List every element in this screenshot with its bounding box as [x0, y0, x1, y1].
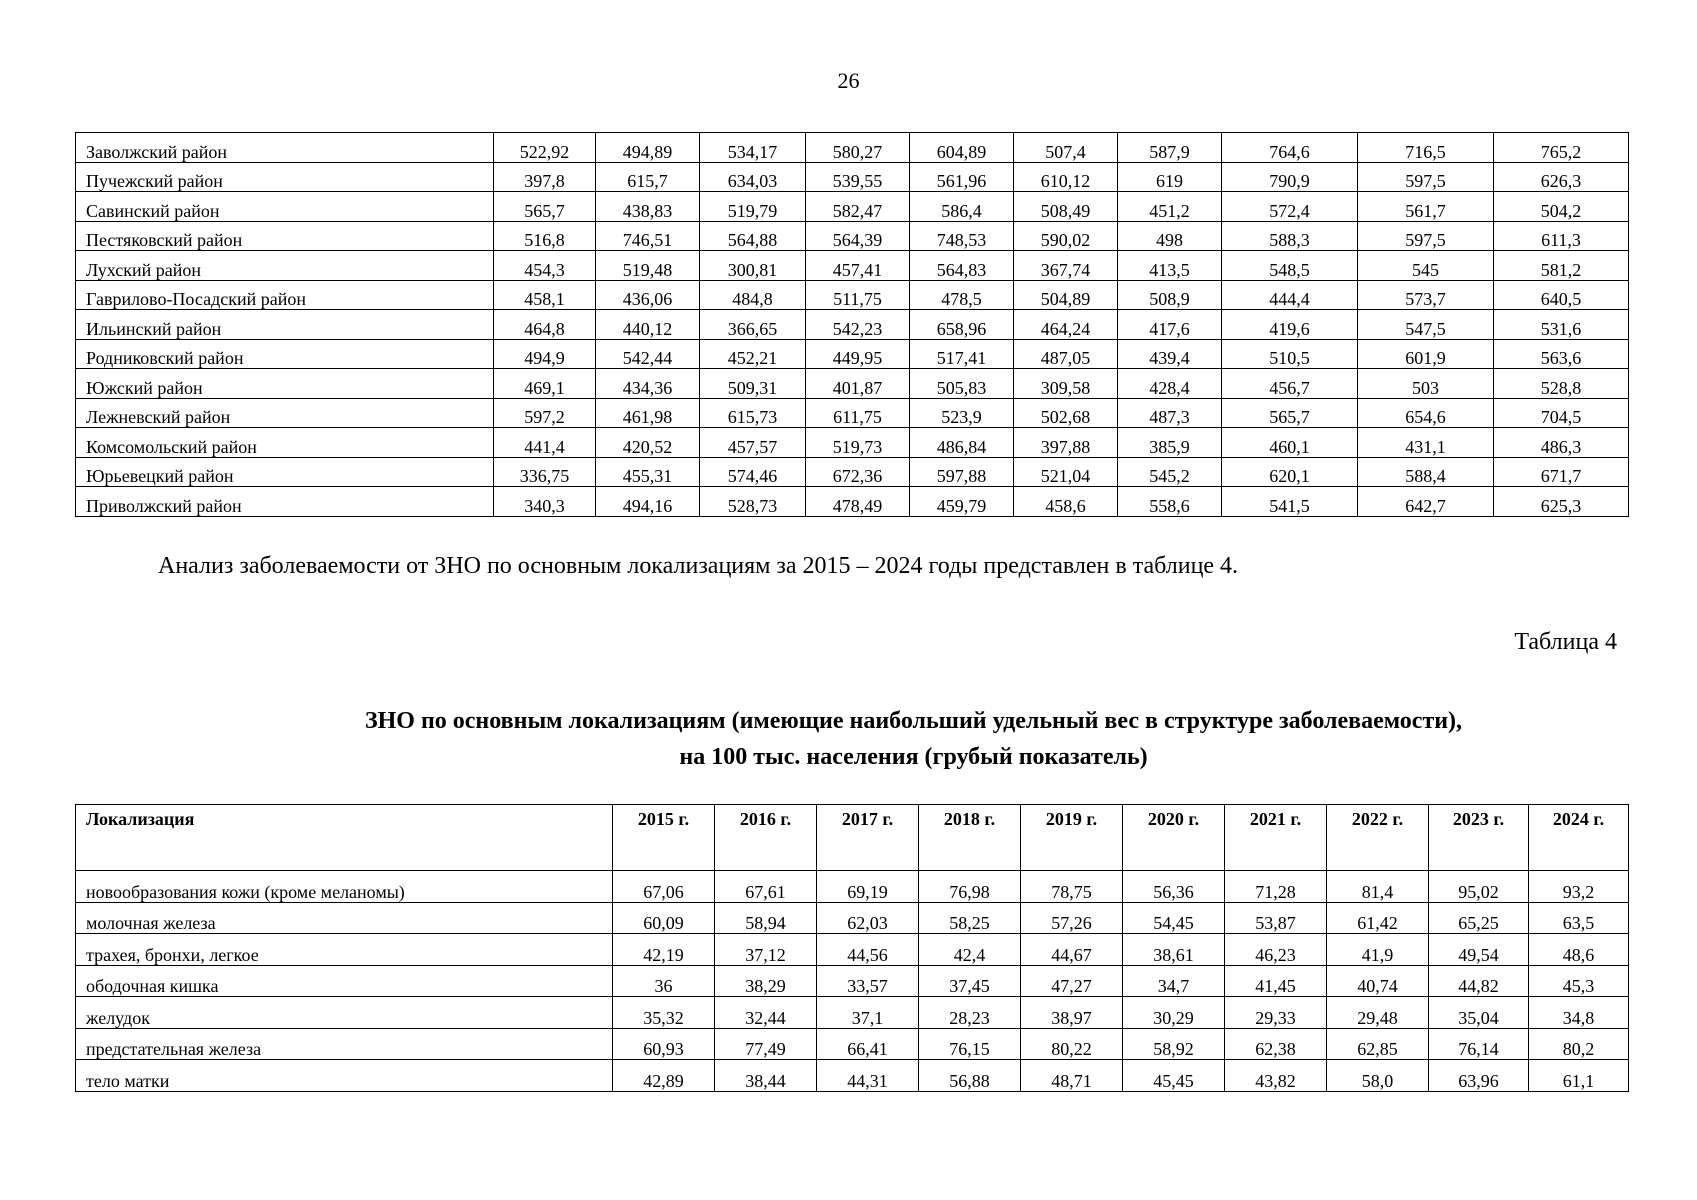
column-header-year: 2024 г. — [1529, 805, 1629, 871]
value-cell: 486,3 — [1494, 428, 1629, 458]
value-cell: 309,58 — [1014, 369, 1118, 399]
value-cell: 38,44 — [715, 1060, 817, 1092]
value-cell: 397,8 — [494, 162, 596, 192]
district-name-cell: Родниковский район — [76, 339, 494, 369]
value-cell: 419,6 — [1222, 310, 1358, 340]
district-name-cell: Ильинский район — [76, 310, 494, 340]
value-cell: 58,0 — [1327, 1060, 1429, 1092]
value-cell: 36 — [613, 965, 715, 997]
column-header-year: 2017 г. — [817, 805, 919, 871]
value-cell: 642,7 — [1358, 487, 1494, 517]
value-cell: 80,22 — [1021, 1028, 1123, 1060]
value-cell: 478,5 — [910, 280, 1014, 310]
analysis-paragraph: Анализ заболеваемости от ЗНО по основным локализациям за 2015 – 2024 годы представлен в таблице 4. — [158, 553, 1239, 579]
value-cell: 519,48 — [596, 251, 700, 281]
column-header-year: 2023 г. — [1429, 805, 1529, 871]
value-cell: 62,03 — [817, 902, 919, 934]
value-cell: 498 — [1118, 221, 1222, 251]
value-cell: 434,36 — [596, 369, 700, 399]
table-row — [76, 280, 1629, 310]
value-cell: 542,44 — [596, 339, 700, 369]
value-cell: 523,9 — [910, 398, 1014, 428]
value-cell: 300,81 — [700, 251, 806, 281]
value-cell: 503 — [1358, 369, 1494, 399]
value-cell: 385,9 — [1118, 428, 1222, 458]
value-cell: 545,2 — [1118, 457, 1222, 487]
value-cell: 601,9 — [1358, 339, 1494, 369]
value-cell: 464,8 — [494, 310, 596, 340]
value-cell: 456,7 — [1222, 369, 1358, 399]
value-cell: 534,17 — [700, 133, 806, 163]
value-cell: 508,9 — [1118, 280, 1222, 310]
value-cell: 56,36 — [1123, 871, 1225, 903]
value-cell: 417,6 — [1118, 310, 1222, 340]
value-cell: 519,79 — [700, 192, 806, 222]
table-row — [76, 221, 1629, 251]
column-header-year: 2018 г. — [919, 805, 1021, 871]
value-cell: 46,23 — [1225, 934, 1327, 966]
value-cell: 580,27 — [806, 133, 910, 163]
value-cell: 62,38 — [1225, 1028, 1327, 1060]
table-row — [76, 133, 1629, 163]
value-cell: 66,41 — [817, 1028, 919, 1060]
value-cell: 63,5 — [1529, 902, 1629, 934]
value-cell: 401,87 — [806, 369, 910, 399]
value-cell: 48,71 — [1021, 1060, 1123, 1092]
value-cell: 558,6 — [1118, 487, 1222, 517]
value-cell: 588,4 — [1358, 457, 1494, 487]
district-name-cell: Юрьевецкий район — [76, 457, 494, 487]
value-cell: 340,3 — [494, 487, 596, 517]
value-cell: 336,75 — [494, 457, 596, 487]
value-cell: 413,5 — [1118, 251, 1222, 281]
value-cell: 451,2 — [1118, 192, 1222, 222]
value-cell: 455,31 — [596, 457, 700, 487]
value-cell: 511,75 — [806, 280, 910, 310]
value-cell: 67,61 — [715, 871, 817, 903]
value-cell: 790,9 — [1222, 162, 1358, 192]
value-cell: 42,89 — [613, 1060, 715, 1092]
table-row — [76, 1060, 1629, 1092]
table-row — [76, 192, 1629, 222]
table-row — [76, 934, 1629, 966]
value-cell: 716,5 — [1358, 133, 1494, 163]
value-cell: 38,29 — [715, 965, 817, 997]
value-cell: 561,96 — [910, 162, 1014, 192]
value-cell: 625,3 — [1494, 487, 1629, 517]
value-cell: 81,4 — [1327, 871, 1429, 903]
value-cell: 494,89 — [596, 133, 700, 163]
value-cell: 47,27 — [1021, 965, 1123, 997]
value-cell: 367,74 — [1014, 251, 1118, 281]
table-label: Таблица 4 — [1514, 629, 1617, 655]
value-cell: 44,67 — [1021, 934, 1123, 966]
district-name-cell: Комсомольский район — [76, 428, 494, 458]
column-header-year: 2016 г. — [715, 805, 817, 871]
value-cell: 45,45 — [1123, 1060, 1225, 1092]
value-cell: 65,25 — [1429, 902, 1529, 934]
value-cell: 494,9 — [494, 339, 596, 369]
value-cell: 62,85 — [1327, 1028, 1429, 1060]
value-cell: 586,4 — [910, 192, 1014, 222]
value-cell: 458,6 — [1014, 487, 1118, 517]
localization-table — [75, 804, 1629, 1092]
localization-name-cell: трахея, бронхи, легкое — [76, 934, 613, 966]
value-cell: 37,1 — [817, 997, 919, 1029]
value-cell: 35,04 — [1429, 997, 1529, 1029]
localization-name-cell: тело матки — [76, 1060, 613, 1092]
value-cell: 34,7 — [1123, 965, 1225, 997]
value-cell: 573,7 — [1358, 280, 1494, 310]
value-cell: 29,33 — [1225, 997, 1327, 1029]
value-cell: 56,88 — [919, 1060, 1021, 1092]
value-cell: 522,92 — [494, 133, 596, 163]
value-cell: 41,9 — [1327, 934, 1429, 966]
value-cell: 45,3 — [1529, 965, 1629, 997]
value-cell: 484,8 — [700, 280, 806, 310]
table-row — [76, 487, 1629, 517]
value-cell: 69,19 — [817, 871, 919, 903]
value-cell: 78,75 — [1021, 871, 1123, 903]
localization-name-cell: желудок — [76, 997, 613, 1029]
column-header-year: 2020 г. — [1123, 805, 1225, 871]
value-cell: 564,83 — [910, 251, 1014, 281]
value-cell: 519,73 — [806, 428, 910, 458]
table-row — [76, 428, 1629, 458]
value-cell: 461,98 — [596, 398, 700, 428]
value-cell: 60,93 — [613, 1028, 715, 1060]
value-cell: 61,42 — [1327, 902, 1429, 934]
table-title-line-2: на 100 тыс. населения (грубый показатель) — [679, 744, 1148, 770]
value-cell: 33,57 — [817, 965, 919, 997]
value-cell: 634,03 — [700, 162, 806, 192]
district-name-cell: Савинский район — [76, 192, 494, 222]
value-cell: 464,24 — [1014, 310, 1118, 340]
district-name-cell: Заволжский район — [76, 133, 494, 163]
column-header-year: 2019 г. — [1021, 805, 1123, 871]
value-cell: 548,5 — [1222, 251, 1358, 281]
column-header-year: 2022 г. — [1327, 805, 1429, 871]
value-cell: 572,4 — [1222, 192, 1358, 222]
value-cell: 42,4 — [919, 934, 1021, 966]
value-cell: 457,57 — [700, 428, 806, 458]
table-row — [76, 310, 1629, 340]
table-row — [76, 902, 1629, 934]
value-cell: 76,15 — [919, 1028, 1021, 1060]
value-cell: 516,8 — [494, 221, 596, 251]
value-cell: 34,8 — [1529, 997, 1629, 1029]
table-row — [76, 965, 1629, 997]
value-cell: 504,89 — [1014, 280, 1118, 310]
value-cell: 507,4 — [1014, 133, 1118, 163]
district-name-cell: Гаврилово-Посадский район — [76, 280, 494, 310]
district-name-cell: Лухский район — [76, 251, 494, 281]
value-cell: 76,14 — [1429, 1028, 1529, 1060]
value-cell: 459,79 — [910, 487, 1014, 517]
table-row — [76, 339, 1629, 369]
value-cell: 61,1 — [1529, 1060, 1629, 1092]
value-cell: 561,7 — [1358, 192, 1494, 222]
value-cell: 30,29 — [1123, 997, 1225, 1029]
value-cell: 454,3 — [494, 251, 596, 281]
value-cell: 28,23 — [919, 997, 1021, 1029]
value-cell: 748,53 — [910, 221, 1014, 251]
value-cell: 508,49 — [1014, 192, 1118, 222]
column-header-year: 2015 г. — [613, 805, 715, 871]
value-cell: 449,95 — [806, 339, 910, 369]
value-cell: 505,83 — [910, 369, 1014, 399]
value-cell: 510,5 — [1222, 339, 1358, 369]
value-cell: 431,1 — [1358, 428, 1494, 458]
value-cell: 436,06 — [596, 280, 700, 310]
page-number: 26 — [837, 68, 860, 93]
value-cell: 41,45 — [1225, 965, 1327, 997]
value-cell: 704,5 — [1494, 398, 1629, 428]
value-cell: 420,52 — [596, 428, 700, 458]
table-row — [76, 997, 1629, 1029]
value-cell: 765,2 — [1494, 133, 1629, 163]
value-cell: 93,2 — [1529, 871, 1629, 903]
value-cell: 604,89 — [910, 133, 1014, 163]
value-cell: 539,55 — [806, 162, 910, 192]
value-cell: 658,96 — [910, 310, 1014, 340]
value-cell: 38,61 — [1123, 934, 1225, 966]
value-cell: 478,49 — [806, 487, 910, 517]
value-cell: 460,1 — [1222, 428, 1358, 458]
district-table-body — [76, 133, 1629, 517]
value-cell: 587,9 — [1118, 133, 1222, 163]
table-row — [76, 398, 1629, 428]
value-cell: 58,25 — [919, 902, 1021, 934]
value-cell: 615,73 — [700, 398, 806, 428]
value-cell: 542,23 — [806, 310, 910, 340]
value-cell: 565,7 — [1222, 398, 1358, 428]
table-row — [76, 369, 1629, 399]
value-cell: 581,2 — [1494, 251, 1629, 281]
value-cell: 620,1 — [1222, 457, 1358, 487]
value-cell: 54,45 — [1123, 902, 1225, 934]
value-cell: 67,06 — [613, 871, 715, 903]
localization-table-header — [76, 805, 1629, 871]
column-header-localization: Локализация — [76, 805, 613, 871]
value-cell: 40,74 — [1327, 965, 1429, 997]
value-cell: 397,88 — [1014, 428, 1118, 458]
value-cell: 517,41 — [910, 339, 1014, 369]
localization-name-cell: новообразования кожи (кроме меланомы) — [76, 871, 613, 903]
value-cell: 590,02 — [1014, 221, 1118, 251]
table-title — [0, 703, 1697, 775]
value-cell: 597,5 — [1358, 162, 1494, 192]
district-name-cell: Пучежский район — [76, 162, 494, 192]
table-row — [76, 871, 1629, 903]
district-incidence-table — [75, 132, 1629, 517]
value-cell: 44,82 — [1429, 965, 1529, 997]
value-cell: 48,6 — [1529, 934, 1629, 966]
value-cell: 469,1 — [494, 369, 596, 399]
localization-name-cell: предстательная железа — [76, 1028, 613, 1060]
value-cell: 37,45 — [919, 965, 1021, 997]
value-cell: 38,97 — [1021, 997, 1123, 1029]
value-cell: 746,51 — [596, 221, 700, 251]
value-cell: 504,2 — [1494, 192, 1629, 222]
value-cell: 597,5 — [1358, 221, 1494, 251]
value-cell: 439,4 — [1118, 339, 1222, 369]
value-cell: 611,75 — [806, 398, 910, 428]
value-cell: 43,82 — [1225, 1060, 1327, 1092]
localization-name-cell: ободочная кишка — [76, 965, 613, 997]
value-cell: 457,41 — [806, 251, 910, 281]
value-cell: 487,3 — [1118, 398, 1222, 428]
value-cell: 640,5 — [1494, 280, 1629, 310]
value-cell: 63,96 — [1429, 1060, 1529, 1092]
value-cell: 428,4 — [1118, 369, 1222, 399]
value-cell: 531,6 — [1494, 310, 1629, 340]
value-cell: 610,12 — [1014, 162, 1118, 192]
value-cell: 521,04 — [1014, 457, 1118, 487]
value-cell: 486,84 — [910, 428, 1014, 458]
value-cell: 452,21 — [700, 339, 806, 369]
value-cell: 564,39 — [806, 221, 910, 251]
value-cell: 547,5 — [1358, 310, 1494, 340]
value-cell: 458,1 — [494, 280, 596, 310]
value-cell: 53,87 — [1225, 902, 1327, 934]
value-cell: 76,98 — [919, 871, 1021, 903]
value-cell: 49,54 — [1429, 934, 1529, 966]
value-cell: 528,8 — [1494, 369, 1629, 399]
value-cell: 35,32 — [613, 997, 715, 1029]
value-cell: 671,7 — [1494, 457, 1629, 487]
value-cell: 588,3 — [1222, 221, 1358, 251]
value-cell: 597,88 — [910, 457, 1014, 487]
district-name-cell: Приволжский район — [76, 487, 494, 517]
value-cell: 44,31 — [817, 1060, 919, 1092]
localization-table-body — [76, 871, 1629, 1092]
value-cell: 58,92 — [1123, 1028, 1225, 1060]
value-cell: 611,3 — [1494, 221, 1629, 251]
value-cell: 444,4 — [1222, 280, 1358, 310]
value-cell: 545 — [1358, 251, 1494, 281]
value-cell: 654,6 — [1358, 398, 1494, 428]
value-cell: 502,68 — [1014, 398, 1118, 428]
value-cell: 71,28 — [1225, 871, 1327, 903]
value-cell: 32,44 — [715, 997, 817, 1029]
table-row — [76, 1028, 1629, 1060]
table-row — [76, 251, 1629, 281]
value-cell: 574,46 — [700, 457, 806, 487]
value-cell: 582,47 — [806, 192, 910, 222]
value-cell: 441,4 — [494, 428, 596, 458]
value-cell: 494,16 — [596, 487, 700, 517]
value-cell: 672,36 — [806, 457, 910, 487]
value-cell: 615,7 — [596, 162, 700, 192]
value-cell: 58,94 — [715, 902, 817, 934]
value-cell: 764,6 — [1222, 133, 1358, 163]
table-row — [76, 457, 1629, 487]
value-cell: 626,3 — [1494, 162, 1629, 192]
column-header-year: 2021 г. — [1225, 805, 1327, 871]
value-cell: 44,56 — [817, 934, 919, 966]
district-name-cell: Пестяковский район — [76, 221, 494, 251]
value-cell: 366,65 — [700, 310, 806, 340]
value-cell: 565,7 — [494, 192, 596, 222]
value-cell: 541,5 — [1222, 487, 1358, 517]
value-cell: 29,48 — [1327, 997, 1429, 1029]
value-cell: 487,05 — [1014, 339, 1118, 369]
value-cell: 42,19 — [613, 934, 715, 966]
district-name-cell: Лежневский район — [76, 398, 494, 428]
table-title-line-1: ЗНО по основным локализациям (имеющие наибольший удельный вес в структуре заболеваемости), — [364, 708, 1463, 734]
value-cell: 563,6 — [1494, 339, 1629, 369]
value-cell: 438,83 — [596, 192, 700, 222]
value-cell: 440,12 — [596, 310, 700, 340]
district-name-cell: Южский район — [76, 369, 494, 399]
table-row — [76, 162, 1629, 192]
value-cell: 37,12 — [715, 934, 817, 966]
value-cell: 80,2 — [1529, 1028, 1629, 1060]
localization-name-cell: молочная железа — [76, 902, 613, 934]
value-cell: 77,49 — [715, 1028, 817, 1060]
value-cell: 597,2 — [494, 398, 596, 428]
value-cell: 564,88 — [700, 221, 806, 251]
value-cell: 95,02 — [1429, 871, 1529, 903]
value-cell: 619 — [1118, 162, 1222, 192]
value-cell: 509,31 — [700, 369, 806, 399]
value-cell: 528,73 — [700, 487, 806, 517]
value-cell: 60,09 — [613, 902, 715, 934]
value-cell: 57,26 — [1021, 902, 1123, 934]
